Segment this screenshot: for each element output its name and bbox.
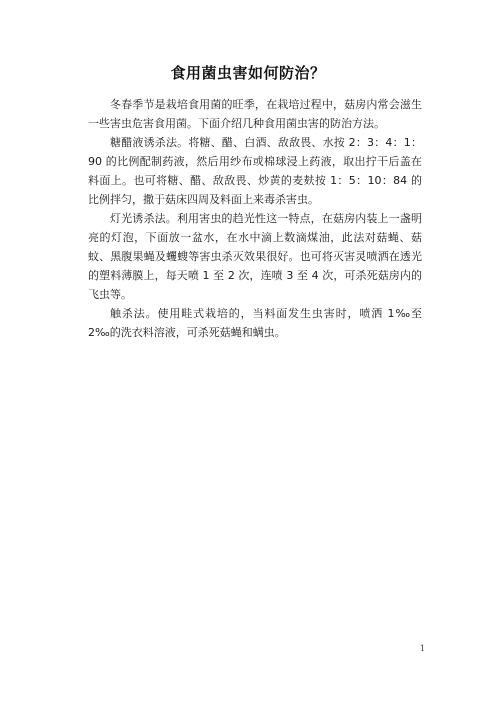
paragraph-sugar-vinegar-method: 糖醋液诱杀法。将糖、醋、白酒、敌敌畏、水按 2：3：4：1：90 的比例配制药液，然后用纱布或棉球浸上药液，取出拧干后盖在料面上。也可将糖、醋、敌敌畏、炒黄的麦麸按 1：5：10：84 的比例拌匀，撒于菇床四周及料面上来毒杀害虫。 <box>88 136 422 206</box>
document-body <box>88 95 422 342</box>
page-number: 1 <box>419 644 425 653</box>
paragraph-light-trap-method: 灯光诱杀法。利用害虫的趋光性这一特点，在菇房内装上一盏明亮的灯泡，下面放一盆水，在水中滴上数滴煤油，此法对菇蝇、菇蚊、黑腹果蝇及蠼螋等害虫杀灭效果很好。也可将灭害灵喷洒在透光的塑料薄膜上，每天喷 1 至 2 次，连喷 3 至 4 次，可杀死菇房内的飞虫等。 <box>88 212 422 301</box>
paragraph-intro: 冬春季节是栽培食用菌的旺季，在栽培过程中，菇房内常会滋生一些害虫危害食用菌。下面介绍几种食用菌虫害的防治方法。 <box>88 98 422 130</box>
paragraph-contact-kill-method: 触杀法。使用畦式栽培的，当料面发生虫害时，喷洒 1‰至 2‰的洗衣料溶液，可杀死菇蝇和螨虫。 <box>88 307 422 339</box>
document-title: 食用菌虫害如何防治？ <box>170 64 326 82</box>
